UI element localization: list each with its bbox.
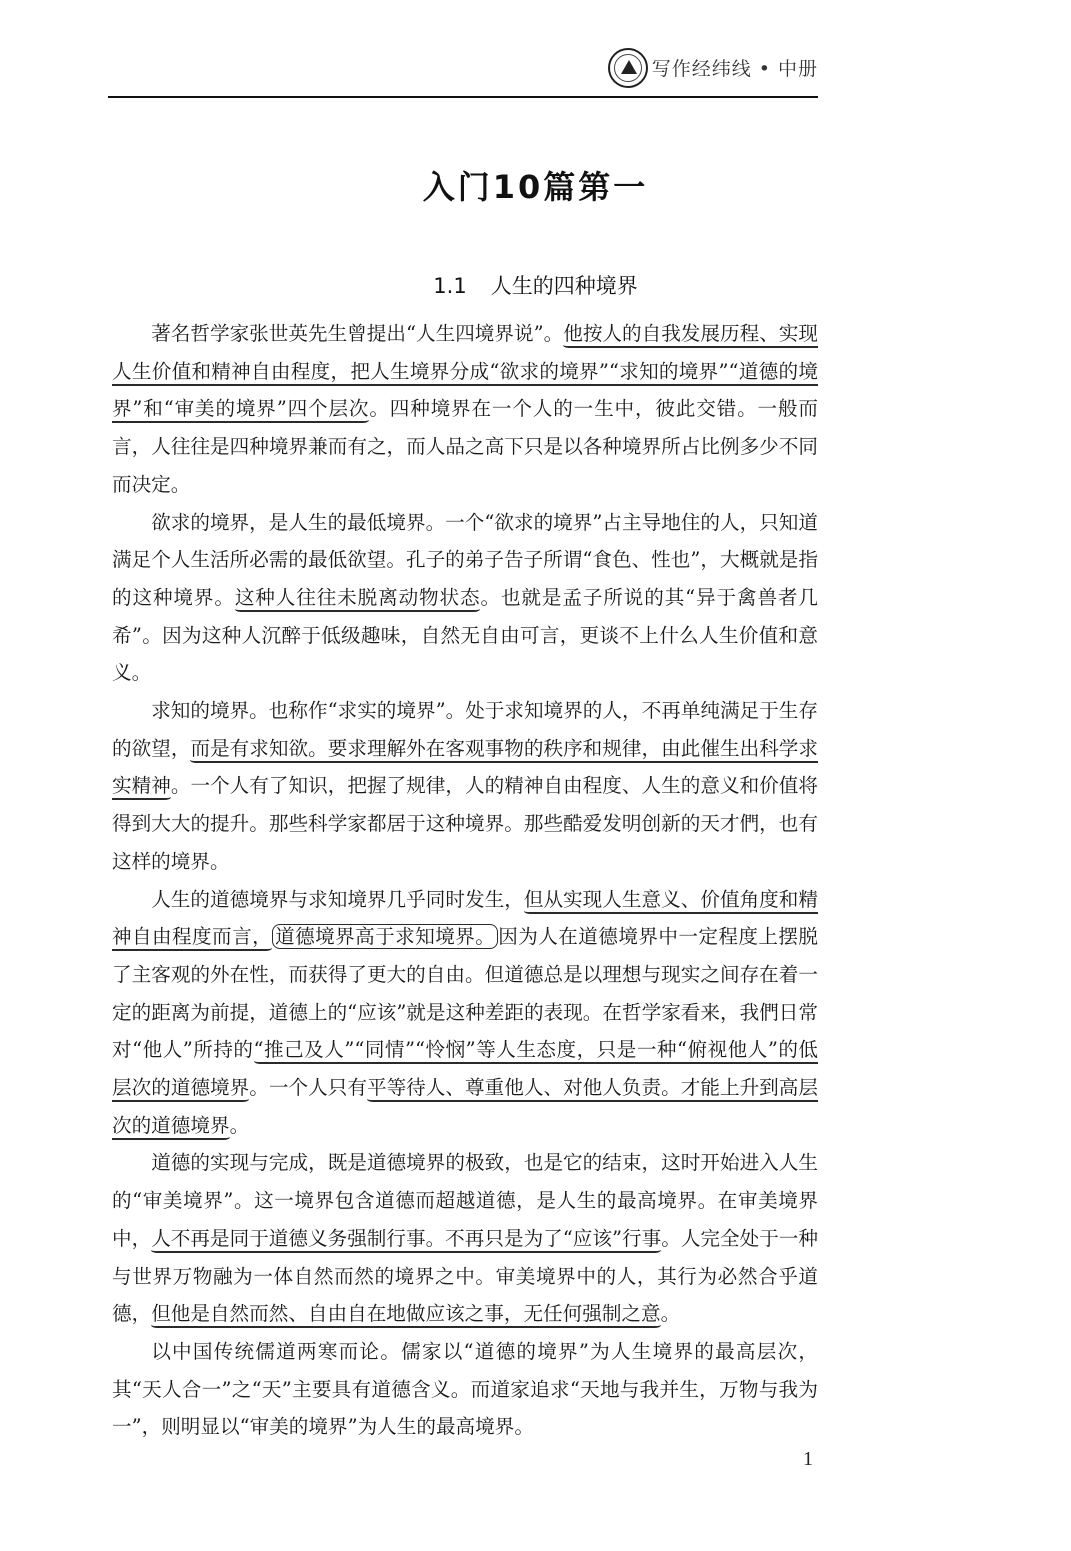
paragraph (112, 1333, 818, 1446)
text-run: 。四种境界在一个人的一生中，彼此交错。一般而言，人往往是四种境界兼而有之，而人品之高下只是以各种境界所占比例多少不同而决定。 (112, 397, 818, 496)
handwritten-underline: 平等待人、尊重他人、对他人负责。才能上升到高层次的道德境界 (112, 1076, 818, 1140)
handwritten-underline: 但他是自然而然、自由自在地做应该之事，无任何强制之意 (151, 1302, 660, 1328)
text-run: 求知的境界。也称作“求实的境界”。处于求知境界的人，不再单纯满足于生存的欲望， (112, 699, 818, 760)
paragraph (112, 881, 818, 1145)
handwritten-underline: 这种人往往未脱离动物状态 (235, 586, 481, 612)
text-run: 。 (660, 1302, 681, 1326)
paragraph (112, 504, 818, 693)
text-run: 。 (229, 1113, 250, 1137)
text-run: 道德的实现与完成，既是道德境界的极致，也是它的结束，这时开始进入人生的“审美境界”。这一境界包含道德而超越道德，是人生的最高境界。在审美境界中， (112, 1151, 818, 1250)
handwritten-underline: “推己及人”“同情”“怜悯”等人生态度，只是一种“俯视他人”的低层次的道德境界 (112, 1038, 818, 1102)
text-run: 欲求的境界，是人生的最低境界。一个“欲求的境界”占主导地住的人，只知道满足个人生活所必需的最低欲望。孔子的弟子告子所谓“食色、性也”，大概就是指的这种境界。 (112, 510, 818, 609)
running-header (108, 40, 818, 98)
header-rule (108, 96, 818, 98)
paragraph (112, 315, 818, 504)
handwritten-underline: 但从实现人生意义、价值角度和精神自由程度而言， (112, 888, 818, 952)
text-run: 。一个人只有 (249, 1076, 367, 1100)
text-run: 。人完全处于一种与世界万物融为一体自然而然的境界之中。审美境界中的人，其行为必然合乎道德， (112, 1226, 819, 1326)
body-text (112, 315, 818, 1446)
page-number: 1 (803, 1448, 813, 1470)
chapter-title: 入门10篇第一 (422, 168, 649, 206)
text-run: 人生的道德境界与求知境界几乎同时发生， (151, 887, 524, 911)
paragraph (112, 1144, 818, 1333)
section-heading (0, 270, 1071, 300)
handwritten-box: 道德境界高于求知境界。 (272, 924, 498, 949)
publisher-seal-icon (608, 48, 648, 88)
handwritten-underline: 人不再是同于道德义务强制行事。不再只是为了“应该”行事 (151, 1227, 661, 1253)
text-run: 著名哲学家张世英先生曾提出“人生四境界说”。 (151, 322, 564, 345)
text-run: 以中国传统儒道两寒而论。儒家以“道德的境界”为人生境界的最高层次，其“天人合一”之“天”主要具有道德含义。而道家追求“天地与我并生，万物与我为一”，则明显以“审美的境界”为人生的最高境界。 (112, 1339, 818, 1439)
text-run: 。一个人有了知识，把握了规律，人的精神自由程度、人生的意义和价值将得到大大的提升。那些科学家都居于这种境界。那些酷爱发明创新的天才們，也有这样的境界。 (112, 774, 819, 873)
book-title: 写作经纬线 • 中册 (651, 58, 818, 80)
section-title: 人生的四种境界 (490, 274, 638, 298)
text-run: 因为人在道德境界中一定程度上摆脱了主客观的外在性，而获得了更大的自由。但道德总是以理想与现实之间存在着一定的距离为前提，道德上的“应该”就是这种差距的表现。在哲学家看来，我們日常对“他人”所持的 (112, 925, 819, 1062)
handwritten-underline: 而是有求知欲。要求理解外在客观事物的秩序和规律，由此催生出科学求实精神 (112, 737, 818, 801)
text-run: 。也就是孟子所说的其“异于禽兽者几希”。因为这种人沉醉于低级趣味，自然无自由可言，更谈不上什么人生价值和意义。 (112, 585, 818, 685)
section-number: 1.1 (433, 274, 467, 298)
paragraph (112, 692, 818, 881)
handwritten-underline: 他按人的自我发展历程、实现人生价值和精神自由程度，把人生境界分成“欲求的境界”“求知的境界”“道德的境界”和“审美的境界”四个层次 (112, 322, 818, 423)
